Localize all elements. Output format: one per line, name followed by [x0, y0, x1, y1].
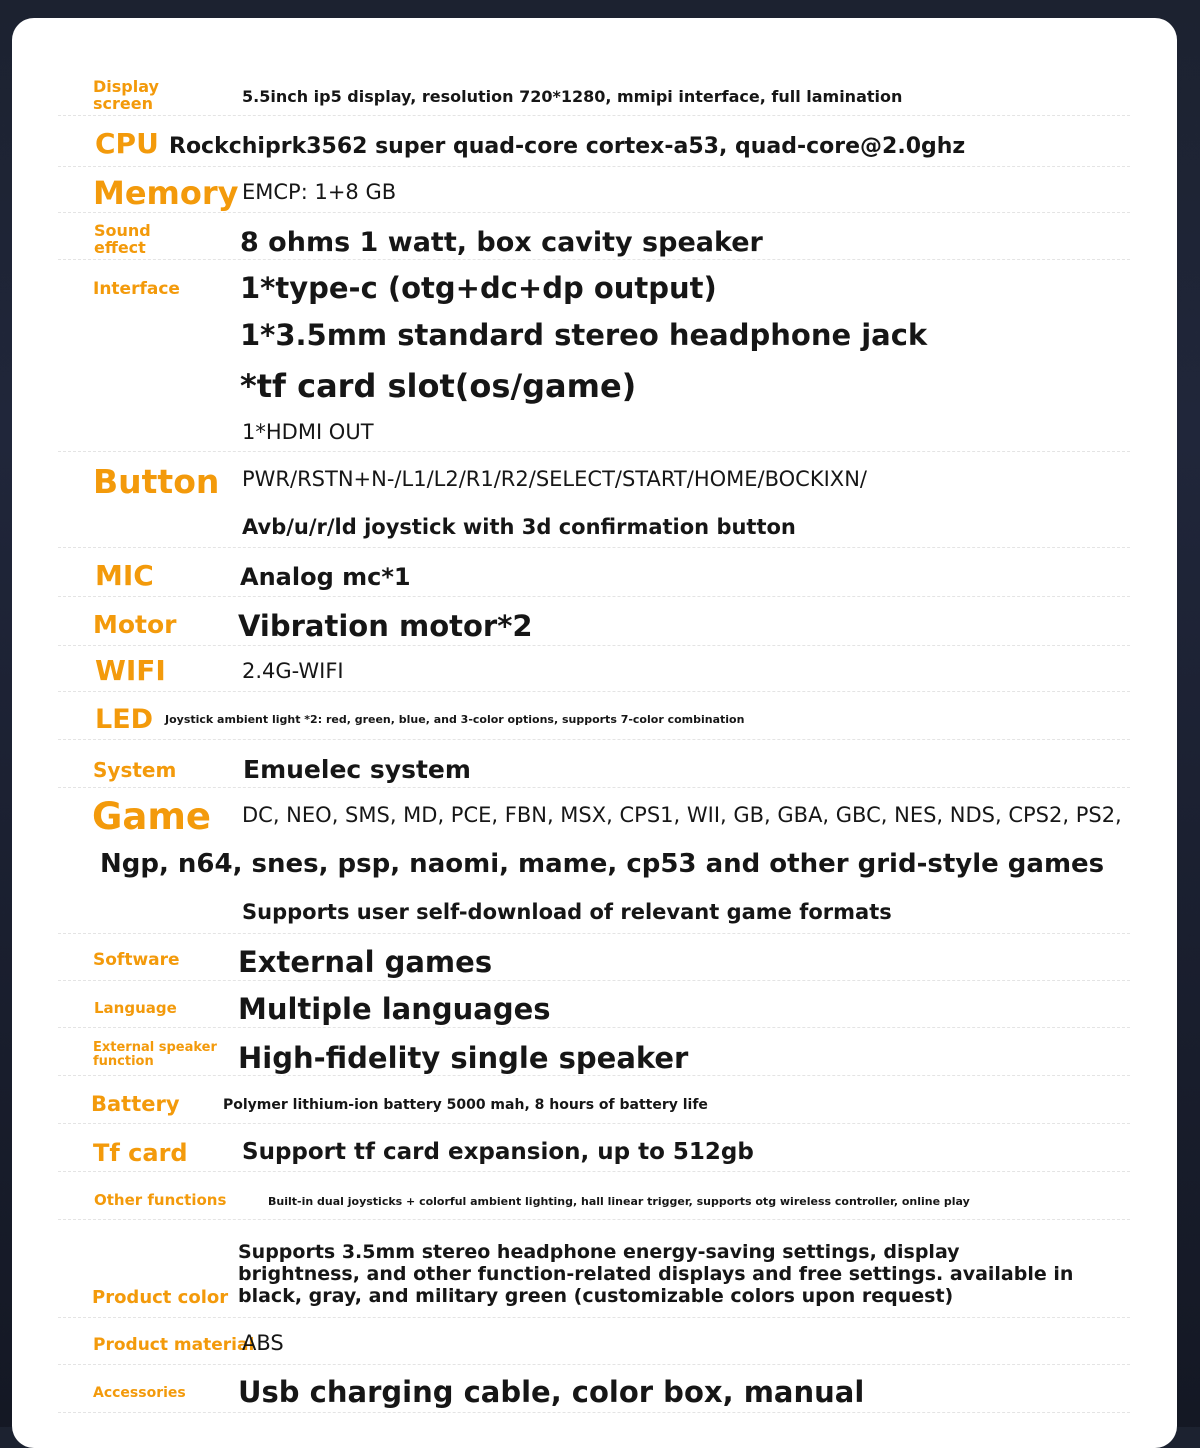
value-game-line: Ngp, n64, snes, psp, naomi, mame, cp53 and other grid-style games [100, 849, 1105, 879]
label-wifi: WIFI [95, 654, 166, 687]
label-material: Product material [93, 1335, 255, 1355]
label-button: Button [93, 462, 220, 501]
label-motor: Motor [93, 610, 177, 639]
label-tfcard: Tf card [93, 1139, 188, 1167]
separator [58, 1171, 1130, 1172]
value-motor: Vibration motor*2 [238, 609, 533, 643]
value-color-line: black, gray, and military green (customizable colors upon request) [238, 1285, 954, 1307]
separator [58, 259, 1130, 260]
value-game-line: Supports user self-download of relevant game formats [242, 900, 892, 924]
label-sound: Sound effect [94, 221, 151, 257]
value-software: External games [238, 945, 493, 979]
value-accessories: Usb charging cable, color box, manual [238, 1375, 865, 1409]
value-mic: Analog mc*1 [240, 563, 411, 591]
separator [58, 787, 1130, 788]
label-led: LED [95, 704, 154, 735]
value-other: Built-in dual joysticks + colorful ambient lighting, hall linear trigger, supports otg wireless controller, online play [268, 1195, 970, 1208]
separator [58, 1123, 1130, 1124]
label-interface: Interface [93, 279, 180, 299]
value-memory: EMCP: 1+8 GB [242, 180, 397, 204]
value-language: Multiple languages [238, 992, 551, 1026]
separator [58, 212, 1130, 213]
value-tfcard: Support tf card expansion, up to 512gb [242, 1139, 754, 1165]
value-interface-line: 1*HDMI OUT [242, 420, 374, 444]
label-cpu: CPU [95, 127, 159, 160]
separator [58, 1317, 1130, 1318]
value-interface-line: 1*3.5mm standard stereo headphone jack [240, 318, 928, 352]
label-system: System [93, 758, 177, 782]
value-material: ABS [242, 1331, 284, 1355]
value-interface-line: *tf card slot(os/game) [240, 367, 637, 405]
label-software: Software [93, 950, 180, 970]
separator [58, 1364, 1130, 1365]
value-system: Emuelec system [243, 755, 471, 784]
label-language: Language [94, 999, 177, 1017]
label-battery: Battery [91, 1092, 180, 1116]
separator [58, 1219, 1130, 1220]
separator [58, 691, 1130, 692]
value-color-line: brightness, and other function-related displays and free settings. available in [238, 1263, 1074, 1285]
value-interface-line: 1*type-c (otg+dc+dp output) [240, 271, 717, 305]
separator [58, 645, 1130, 646]
separator [58, 1412, 1130, 1413]
label-display: Display screen [93, 77, 159, 113]
label-accessories: Accessories [93, 1385, 186, 1401]
value-wifi: 2.4G-WIFI [242, 659, 344, 683]
value-display: 5.5inch ip5 display, resolution 720*1280, mmipi interface, full lamination [242, 87, 903, 106]
separator [58, 596, 1130, 597]
value-speaker: High-fidelity single speaker [238, 1041, 689, 1075]
value-color-line: Supports 3.5mm stereo headphone energy-saving settings, display [238, 1241, 960, 1263]
separator [58, 1075, 1130, 1076]
label-memory: Memory [93, 174, 239, 212]
separator [58, 166, 1130, 167]
separator [58, 980, 1130, 981]
value-button-line: PWR/RSTN+N-/L1/L2/R1/R2/SELECT/START/HOME/BOCKIXN/ [242, 467, 867, 491]
value-game-line: DC, NEO, SMS, MD, PCE, FBN, MSX, CPS1, WII, GB, GBA, GBC, NES, NDS, CPS2, PS2, [242, 803, 1122, 827]
separator [58, 547, 1130, 548]
label-speaker: External speaker function [93, 1040, 217, 1069]
label-mic: MIC [95, 559, 154, 592]
value-cpu: Rockchiprk3562 super quad-core cortex-a53, quad-core@2.0ghz [169, 134, 966, 159]
label-color: Product color [92, 1287, 229, 1308]
separator [58, 933, 1130, 934]
label-other: Other functions [94, 1191, 227, 1209]
value-led: Joystick ambient light *2: red, green, blue, and 3-color options, supports 7-color combination [165, 713, 745, 726]
separator [58, 1027, 1130, 1028]
separator [58, 451, 1130, 452]
value-button-line: Avb/u/r/ld joystick with 3d confirmation button [242, 515, 796, 539]
value-sound: 8 ohms 1 watt, box cavity speaker [240, 227, 763, 258]
separator [58, 115, 1130, 116]
separator [58, 739, 1130, 740]
label-game: Game [92, 795, 211, 838]
value-battery: Polymer lithium-ion battery 5000 mah, 8 hours of battery life [223, 1097, 708, 1113]
